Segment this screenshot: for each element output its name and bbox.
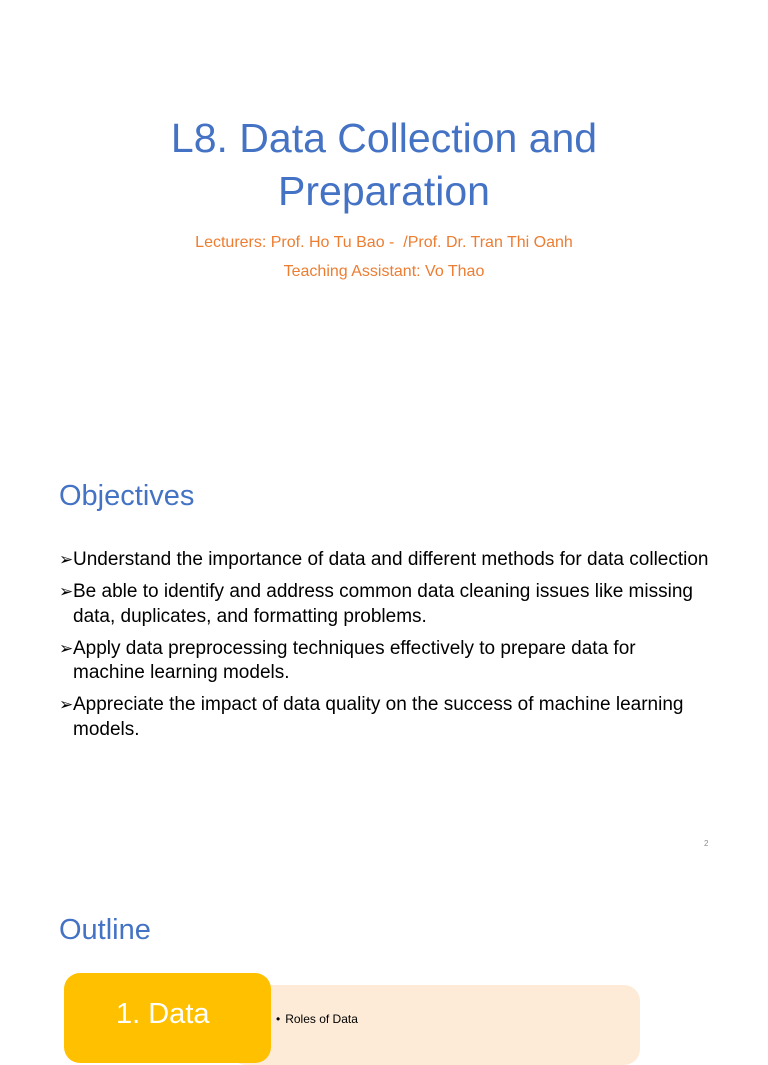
lecturers-line: Lecturers: Prof. Ho Tu Bao - /Prof. Dr. Tran Thi Oanh: [195, 234, 573, 251]
arrow-bullet-icon: ➢: [59, 582, 74, 601]
page-number: 2: [704, 839, 709, 848]
teaching-assistant-line: Teaching Assistant: Vo Thao: [283, 263, 485, 280]
objective-item: [59, 548, 709, 573]
bullet-dot-icon: •: [276, 1012, 281, 1026]
objectives-list: [59, 548, 709, 750]
objective-item: [59, 580, 709, 629]
arrow-bullet-icon: ➢: [59, 695, 74, 714]
arrow-bullet-icon: ➢: [59, 550, 74, 569]
objective-text: Appreciate the impact of data quality on the success of machine learning models.: [73, 694, 684, 740]
objective-text: Understand the importance of data and different methods for data collection: [73, 549, 709, 570]
outline-section-tab: [64, 973, 271, 1063]
title-slide: [0, 0, 768, 440]
outline-section-label: 1. Data: [116, 998, 210, 1030]
objectives-slide: [0, 440, 768, 870]
objective-item: [59, 693, 709, 742]
slide-title-line-1: L8. Data Collection and: [170, 115, 598, 161]
outline-slide: [0, 880, 768, 1030]
outline-item-text: Roles of Data: [285, 1012, 358, 1026]
outline-heading: Outline: [59, 914, 151, 946]
slide-title: [0, 112, 768, 218]
slide-title-line-2: Preparation: [278, 168, 490, 214]
slide-subtitle: [0, 228, 768, 286]
objectives-heading: Objectives: [59, 480, 195, 512]
objective-item: [59, 637, 709, 686]
objective-text: Be able to identify and address common data cleaning issues like missing data, duplicates, and formatting problems.: [73, 581, 693, 627]
objective-text: Apply data preprocessing techniques effectively to prepare data for machine learning models.: [73, 637, 636, 683]
arrow-bullet-icon: ➢: [59, 638, 74, 658]
outline-item: [276, 1010, 358, 1028]
